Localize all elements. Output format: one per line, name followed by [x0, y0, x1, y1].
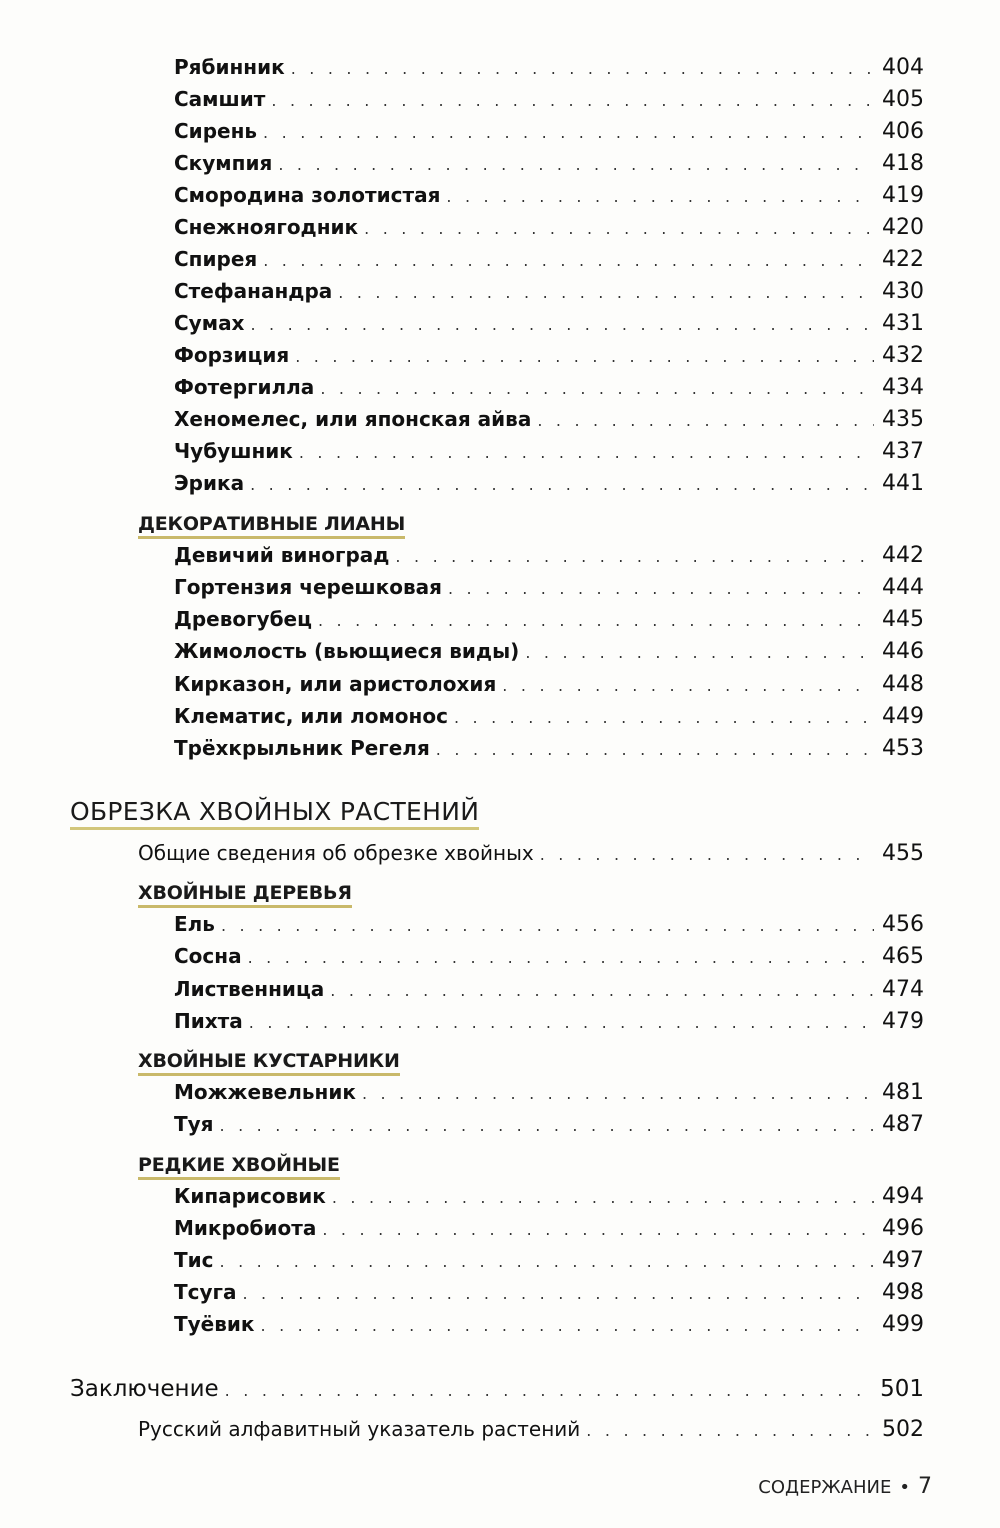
toc-entry-title: Эрика [174, 471, 245, 495]
dot-leader [436, 737, 874, 763]
dot-leader [299, 440, 874, 466]
subsection-heading-shrubs: ХВОЙНЫЕ КУСТАРНИКИ [138, 1049, 400, 1076]
toc-entry[interactable] [174, 606, 924, 632]
subsection-heading-trees: ХВОЙНЫЕ ДЕРЕВЬЯ [138, 881, 352, 908]
toc-entry[interactable] [174, 735, 924, 761]
toc-entry-title: Сумах [174, 311, 245, 335]
dot-leader [242, 1281, 874, 1307]
toc-entry-page: 479 [882, 1009, 924, 1034]
dot-leader [364, 216, 874, 242]
toc-entry-page: 405 [882, 87, 924, 112]
toc-entry-title: Спирея [174, 247, 258, 271]
dot-leader [338, 280, 874, 306]
toc-entry-title: Можжевельник [174, 1080, 356, 1104]
toc-entry-page: 437 [882, 439, 924, 464]
dot-leader [271, 88, 874, 114]
toc-entry-title: Форзиция [174, 343, 290, 367]
dot-leader [261, 1313, 875, 1339]
toc-entry[interactable] [174, 542, 924, 568]
toc-entry-page: 487 [882, 1112, 924, 1137]
toc-entry[interactable] [174, 574, 924, 600]
toc-entry-page: 441 [882, 471, 924, 496]
toc-entry-page: 456 [882, 912, 924, 937]
toc-entry-page: 498 [882, 1280, 924, 1305]
dot-leader [502, 673, 874, 699]
toc-entry-page: 497 [882, 1248, 924, 1273]
toc-entry-title: Скумпия [174, 151, 273, 175]
toc-entry[interactable] [174, 638, 924, 664]
page-footer [758, 1474, 932, 1499]
toc-entry-page: 455 [882, 841, 924, 866]
dot-leader [322, 1217, 874, 1243]
page-number: 7 [918, 1474, 932, 1499]
toc-entry-title: Пихта [174, 1009, 243, 1033]
dot-leader [221, 913, 874, 939]
toc-entry-title: Сирень [174, 119, 258, 143]
toc-entry-page: 430 [882, 279, 924, 304]
toc-entry[interactable] [174, 118, 924, 144]
toc-entry[interactable] [174, 976, 924, 1002]
dot-leader [446, 184, 874, 210]
toc-entry-page: 444 [882, 575, 924, 600]
toc-entry-page: 453 [882, 736, 924, 761]
toc-entry-page: 445 [882, 607, 924, 632]
dot-leader [225, 1378, 872, 1404]
section-title-conifers: ОБРЕЗКА ХВОЙНЫХ РАСТЕНИЙ [70, 797, 479, 830]
toc-entry[interactable] [174, 671, 924, 697]
dot-leader [250, 312, 874, 338]
toc-entry[interactable] [174, 214, 924, 240]
toc-entry-title: Микробиота [174, 1216, 317, 1240]
toc-entry-title: Смородина золотистая [174, 183, 441, 207]
toc-entry[interactable] [174, 342, 924, 368]
toc-entry-page: 465 [882, 944, 924, 969]
toc-entry-title: Туёвик [174, 1312, 255, 1336]
toc-entry-title: Тис [174, 1248, 214, 1272]
toc-entry[interactable] [174, 246, 924, 272]
toc-entry-page: 449 [882, 704, 924, 729]
dot-leader [332, 1185, 874, 1211]
dot-leader [249, 1010, 874, 1036]
dot-leader [330, 978, 874, 1004]
toc-entry-title: Древогубец [174, 607, 312, 631]
toc-entry[interactable] [174, 470, 924, 496]
toc-entry-title: Заключение [70, 1376, 219, 1402]
toc-entry[interactable] [174, 1183, 924, 1209]
toc-entry[interactable] [174, 406, 924, 432]
toc-entry-page: 434 [882, 375, 924, 400]
toc-entry-page: 404 [882, 55, 924, 80]
toc-entry-title: Хеномелес, или японская айва [174, 407, 532, 431]
toc-entry-title: Сосна [174, 944, 242, 968]
toc-entry[interactable] [174, 943, 924, 969]
toc-entry[interactable] [174, 310, 924, 336]
toc-entry-page: 494 [882, 1184, 924, 1209]
dot-leader [278, 152, 874, 178]
toc-entry-page: 432 [882, 343, 924, 368]
dot-leader [586, 1418, 874, 1444]
dot-leader [362, 1081, 874, 1107]
footer-label: СОДЕРЖАНИЕ [758, 1477, 892, 1498]
toc-entry-page: 420 [882, 215, 924, 240]
dot-leader [291, 56, 874, 82]
toc-entry-title: Кипарисовик [174, 1184, 326, 1208]
dot-leader [248, 945, 874, 971]
dot-leader [454, 705, 874, 731]
toc-entry-page: 422 [882, 247, 924, 272]
toc-entry-general[interactable] [138, 840, 924, 866]
toc-entry-page: 502 [882, 1417, 924, 1442]
toc-entry-title: Общие сведения об обрезке хвойных [138, 841, 534, 865]
toc-entry[interactable] [174, 278, 924, 304]
dot-leader [537, 408, 874, 434]
toc-entry-page: 406 [882, 119, 924, 144]
toc-entry[interactable] [174, 438, 924, 464]
toc-entry-page: 435 [882, 407, 924, 432]
toc-entry-title: Тсуга [174, 1280, 237, 1304]
toc-entry[interactable] [174, 1279, 924, 1305]
toc-entry-page: 442 [882, 543, 924, 568]
toc-entry-page: 418 [882, 151, 924, 176]
toc-entry-title: Рябинник [174, 55, 285, 79]
toc-entry-title: Ель [174, 912, 215, 936]
toc-entry[interactable] [174, 911, 924, 937]
toc-entry-title: Туя [174, 1112, 214, 1136]
toc-entry-page: 419 [882, 183, 924, 208]
toc-entry-page: 481 [882, 1080, 924, 1105]
toc-entry-title: Кирказон, или аристолохия [174, 672, 497, 696]
toc-entry[interactable] [174, 1079, 924, 1105]
dot-leader [220, 1113, 874, 1139]
dot-leader [320, 376, 874, 402]
toc-entry-page: 501 [880, 1376, 924, 1402]
toc-entry-title: Стефанандра [174, 279, 333, 303]
toc-entry-title: Жимолость (вьющиеся виды) [174, 639, 520, 663]
footer-bullet: • [899, 1477, 910, 1498]
toc-entry-title: Лиственница [174, 977, 325, 1001]
toc-entry[interactable] [174, 150, 924, 176]
dot-leader [295, 344, 874, 370]
toc-entry[interactable] [174, 1247, 924, 1273]
dot-leader [318, 608, 874, 634]
toc-entry-page: 474 [882, 977, 924, 1002]
toc-entry-title: Снежноягодник [174, 215, 359, 239]
toc-entry[interactable] [174, 1111, 924, 1137]
toc-entry-title: Трёхкрыльник Регеля [174, 736, 430, 760]
dot-leader [525, 640, 874, 666]
toc-entry-conclusion[interactable] [70, 1376, 924, 1402]
dot-leader [540, 842, 874, 868]
toc-entry[interactable] [174, 86, 924, 112]
toc-entry-index[interactable] [138, 1416, 924, 1442]
toc-entry-title: Самшит [174, 87, 266, 111]
toc-entry[interactable] [174, 182, 924, 208]
toc-entry[interactable] [174, 1311, 924, 1337]
toc-entry[interactable] [174, 1215, 924, 1241]
dot-leader [263, 120, 874, 146]
toc-entry-page: 448 [882, 672, 924, 697]
dot-leader [395, 544, 874, 570]
toc-entry[interactable] [174, 703, 924, 729]
toc-entry-page: 499 [882, 1312, 924, 1337]
toc-entry[interactable] [174, 374, 924, 400]
toc-entry-title: Гортензия черешковая [174, 575, 442, 599]
dot-leader [220, 1249, 874, 1275]
toc-entry-title: Русский алфавитный указатель растений [138, 1417, 581, 1441]
toc-entry-title: Чубушник [174, 439, 293, 463]
toc-entry[interactable] [174, 54, 924, 80]
toc-entry[interactable] [174, 1008, 924, 1034]
toc-entry-page: 431 [882, 311, 924, 336]
toc-entry-title: Девичий виноград [174, 543, 390, 567]
subsection-heading-lianas: ДЕКОРАТИВНЫЕ ЛИАНЫ [138, 512, 405, 539]
toc-entry-title: Фотергилла [174, 375, 315, 399]
toc-entry-page: 496 [882, 1216, 924, 1241]
dot-leader [448, 576, 874, 602]
subsection-heading-rare: РЕДКИЕ ХВОЙНЫЕ [138, 1153, 340, 1180]
dot-leader [263, 248, 874, 274]
dot-leader [250, 472, 874, 498]
toc-entry-page: 446 [882, 639, 924, 664]
toc-entry-title: Клематис, или ломонос [174, 704, 448, 728]
